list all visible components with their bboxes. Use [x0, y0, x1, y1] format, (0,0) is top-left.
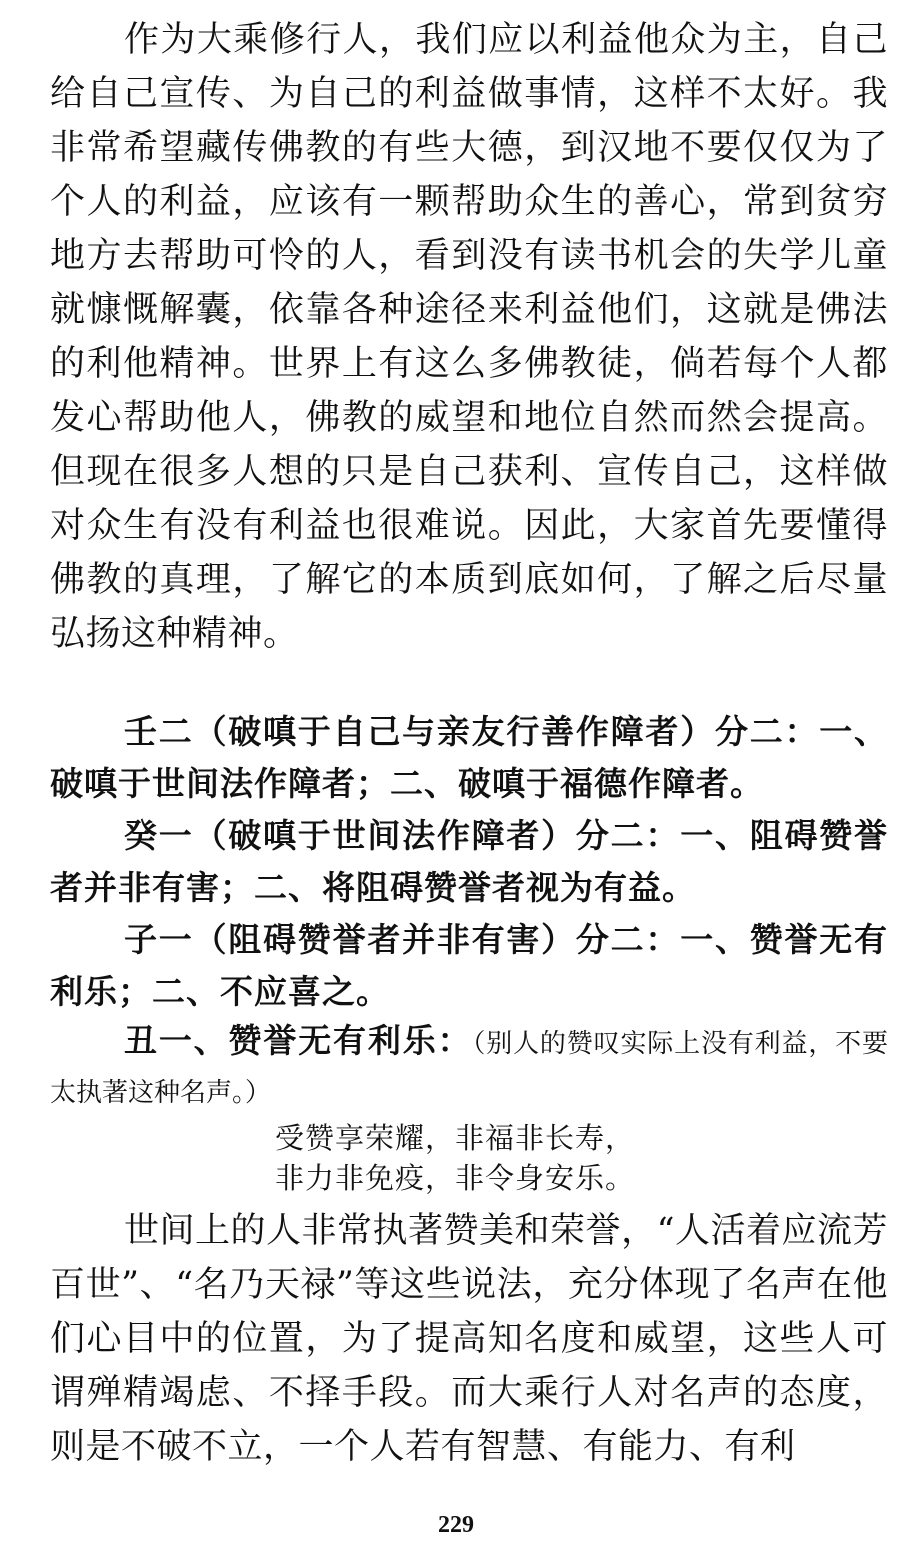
page-number: 229: [438, 1512, 474, 1538]
section-heading-chou1-note: （别人的赞叹实际上没有利益，不要太执著这种名声。）: [50, 1029, 888, 1108]
body-paragraph-2: 世间上的人非常执著赞美和荣誉，“人活着应流芳百世”、“名乃天禄”等这些说法，充分体现了名声在他们心目中的位置，为了提高知名度和威望，这些人可谓殚精竭虑、不择手段。而大乘行人对名声的态度，则是不破不立，一个人若有智慧、有能力、有利: [50, 1211, 888, 1467]
verse-line-2: 非力非免疫，非令身安乐。: [275, 1161, 636, 1195]
verse-block: [275, 1118, 635, 1198]
section-heading-chou1: [50, 1018, 888, 1116]
section-heading-ren2: 壬二（破嗔于自己与亲友行善作障者）分二：一、破嗔于世间法作障者；二、破嗔于福德作障者。: [50, 712, 888, 803]
verse-line-1: 受赞享荣耀，非福非长寿，: [275, 1121, 636, 1155]
section-heading-chou1-title: 丑一、赞誉无有利乐：: [124, 1021, 473, 1060]
section-heading-gui1: 癸一（破嗔于世间法作障者）分二：一、阻碍赞誉者并非有害；二、将阻碍赞誉者视为有益。: [50, 816, 888, 907]
body-paragraph-1: 作为大乘修行人，我们应以利益他众为主，自己给自己宣传、为自己的利益做事情，这样不太好。我非常希望藏传佛教的有些大德，到汉地不要仅仅为了个人的利益，应该有一颗帮助众生的善心，常到贫穷地方去帮助可怜的人，看到没有读书机会的失学儿童就慷慨解囊，依靠各种途径来利益他们，这就是佛法的利他精神。世界上有这么多佛教徒，倘若每个人都发心帮助他人，佛教的威望和地位自然而然会提高。但现在很多人想的只是自己获利、宣传自己，这样做对众生有没有利益也很难说。因此，大家首先要懂得佛教的真理，了解它的本质到底如何，了解之后尽量弘扬这种精神。: [50, 20, 888, 654]
section-heading-zi1: 子一（阻碍赞誉者并非有害）分二：一、赞誉无有利乐；二、不应喜之。: [50, 920, 888, 1011]
